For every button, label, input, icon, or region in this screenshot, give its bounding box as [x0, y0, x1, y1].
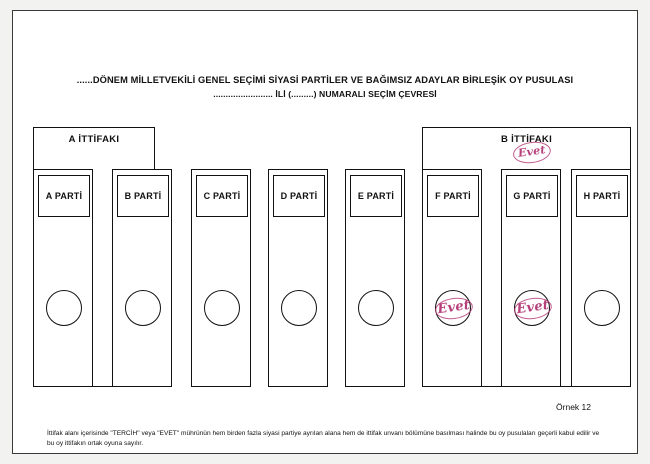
party-name-box-f [427, 175, 479, 217]
party-name-d: D PARTİ [280, 191, 318, 201]
party-column-c[interactable] [191, 169, 251, 387]
party-name-g: G PARTİ [513, 191, 551, 201]
evet-stamp-party-g: Evet [510, 295, 557, 323]
party-name-box-e [350, 175, 402, 217]
coalition-label-a: A İTTİFAKI [68, 134, 120, 145]
party-column-h[interactable] [571, 169, 631, 387]
party-column-f[interactable] [422, 169, 482, 387]
party-name-box-g [506, 175, 558, 217]
party-column-a[interactable] [33, 169, 93, 387]
party-column-e[interactable] [345, 169, 405, 387]
ballot-paper [12, 10, 638, 454]
party-column-d[interactable] [268, 169, 328, 387]
coalition-label-b: B İTTİFAKI [500, 134, 553, 145]
evet-stamp-coalition-b: Evet [509, 139, 556, 167]
party-name-box-d [273, 175, 325, 217]
headline-line-2: ........................ İLİ (.........) NUMARALI SEÇİM ÇEVRESİ [213, 89, 437, 99]
vote-circle-b[interactable] [125, 290, 161, 326]
party-name-e: E PARTİ [357, 191, 395, 201]
ballot-headline [13, 73, 637, 101]
party-column-g[interactable] [501, 169, 561, 387]
evet-stamp-party-f: Evet [431, 295, 478, 323]
party-name-f: F PARTİ [435, 191, 471, 201]
vote-circle-d[interactable] [281, 290, 317, 326]
vote-circle-e[interactable] [358, 290, 394, 326]
headline-line-1: ......DÖNEM MİLLETVEKİLİ GENEL SEÇİMİ SİYASİ PARTİLER VE BAĞIMSIZ ADAYLAR BİRLEŞİK OY PUSULASI [76, 75, 574, 85]
party-name-b: B PARTİ [124, 191, 162, 201]
vote-circle-h[interactable] [584, 290, 620, 326]
party-name-box-b [117, 175, 169, 217]
party-name-box-c [196, 175, 248, 217]
party-name-c: C PARTİ [203, 191, 241, 201]
footer-note: İttifak alanı içerisinde "TERCİH" veya "EVET" mührünün hem birden fazla siyasi partiye ayrılan alana hem de ittifak unvanı bölümüne basılması halinde bu oy pusulaları geçerli kabul edilir ve bu oy ittifakın ortak oyuna sayılır. [47, 430, 600, 447]
vote-circle-a[interactable] [46, 290, 82, 326]
party-name-h: H PARTİ [583, 191, 621, 201]
party-name-box-a [38, 175, 90, 217]
party-name-a: A PARTİ [45, 191, 83, 201]
party-name-box-h [576, 175, 628, 217]
sample-number-label: Örnek 12 [556, 402, 591, 412]
vote-circle-c[interactable] [204, 290, 240, 326]
party-column-b[interactable] [112, 169, 172, 387]
